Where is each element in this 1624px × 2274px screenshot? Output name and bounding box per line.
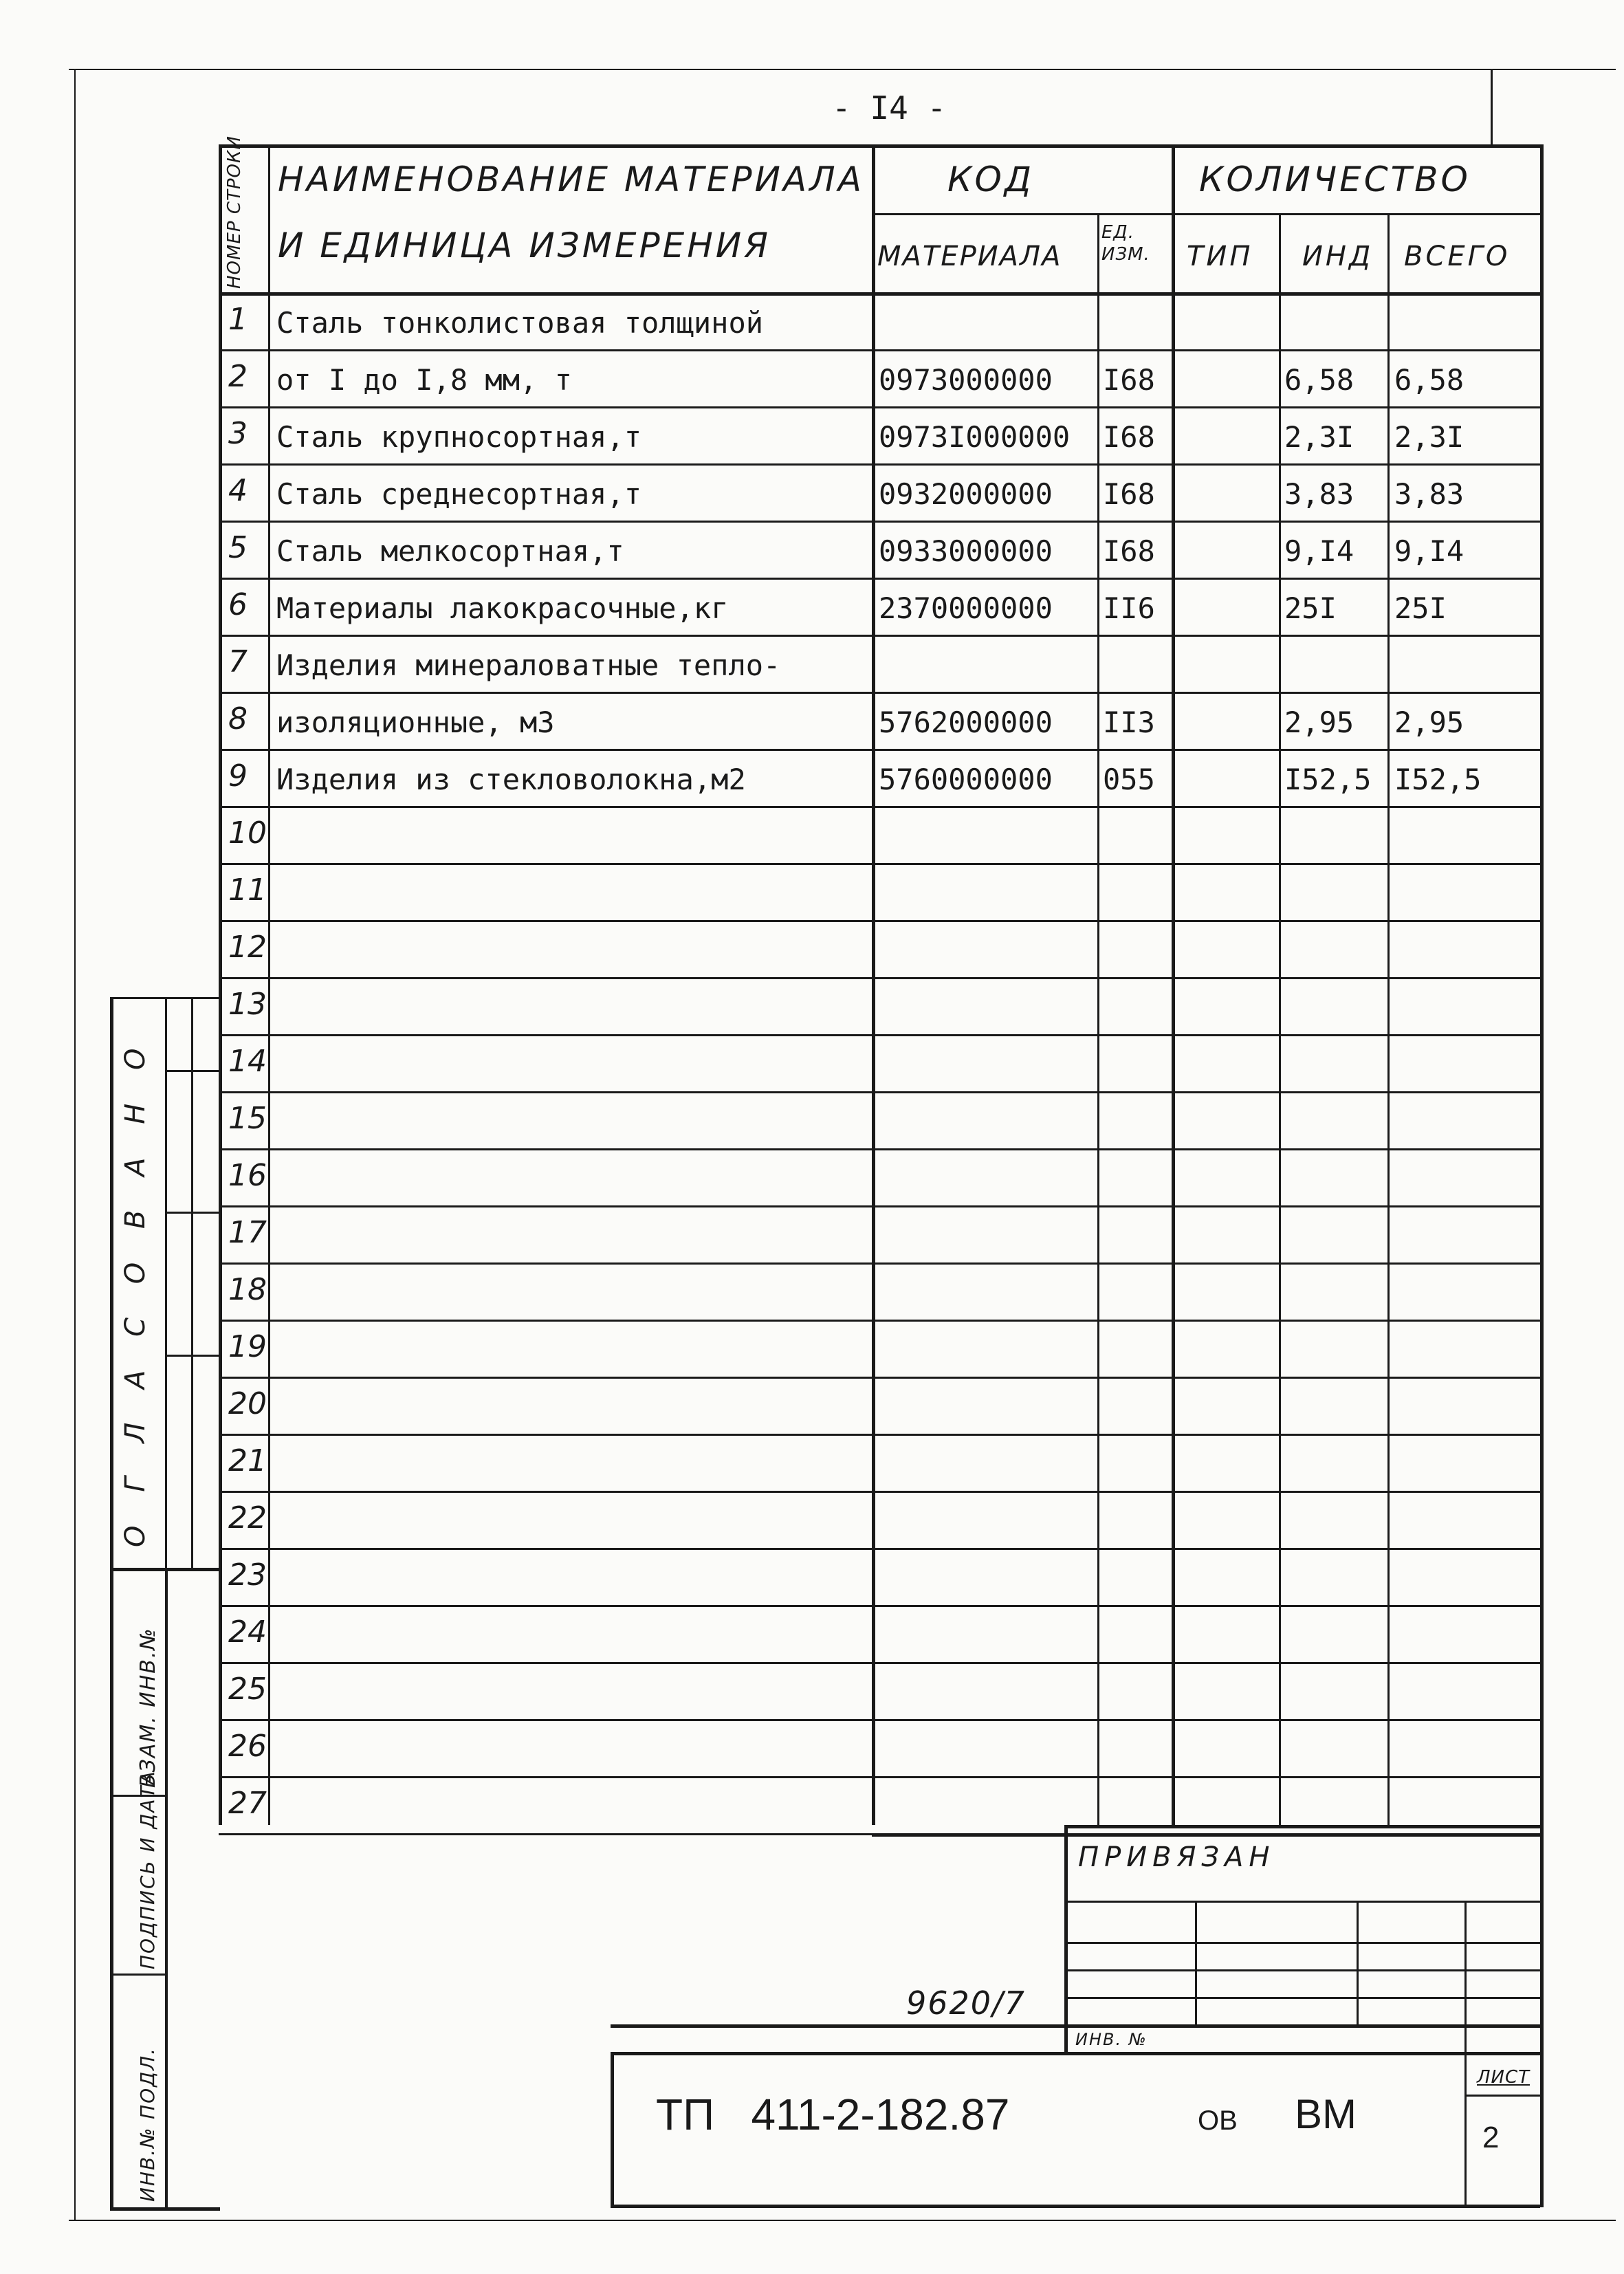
row-ind: 2,95: [1284, 706, 1354, 739]
row-code: 5762000000: [879, 706, 1053, 739]
row-line: [219, 1491, 1540, 1493]
bound-col-2: [1357, 1901, 1359, 2024]
row-total: 9,I4: [1394, 534, 1464, 568]
stamp-line-outer: [110, 997, 113, 2207]
header-name-label-1: НАИМЕНОВАНИЕ МАТЕРИАЛА: [278, 160, 864, 199]
row-name: Изделия из стекловолокна,м2: [276, 763, 746, 796]
row-line: [219, 806, 1540, 808]
row-unit: II3: [1103, 706, 1155, 739]
row-line: [219, 521, 1540, 523]
materials-table: [219, 135, 1540, 1825]
section-ov: ОВ: [1198, 2106, 1238, 2136]
row-unit: I68: [1103, 477, 1155, 511]
header-sub-line-qty: [1172, 213, 1540, 215]
row-line: [219, 635, 1540, 637]
row-code: 0933000000: [879, 534, 1053, 568]
header-code-unit-label: ЕД. ИЗМ.: [1101, 222, 1150, 265]
bound-row-3: [1064, 1969, 1540, 1971]
sheet-label: ЛИСТ: [1477, 2067, 1530, 2088]
row-line: [219, 349, 1540, 351]
row-number: 2: [228, 359, 248, 394]
row-line: [219, 1148, 1540, 1150]
header-bottom-line: [219, 292, 1540, 296]
row-code: 5760000000: [879, 763, 1053, 796]
stamp-box-bottom: [611, 2205, 1540, 2208]
page-number: - I4 -: [832, 89, 947, 127]
bound-inv-line: [611, 2024, 1540, 2028]
row-line: [219, 1262, 1540, 1265]
row-line: [219, 1377, 1540, 1379]
frame-top: [69, 69, 1616, 70]
row-number: 5: [228, 530, 248, 565]
row-ind: I52,5: [1284, 763, 1372, 796]
row-line: [219, 1548, 1540, 1550]
header-qty-ind-label: ИНД: [1302, 241, 1374, 272]
col-line-name: [872, 144, 875, 1825]
stamp-div-1: [165, 1070, 220, 1072]
stamp-bottom: [110, 2207, 220, 2211]
row-unit: I68: [1103, 363, 1155, 397]
row-number: 26: [228, 1729, 267, 1764]
sheet-number: 2: [1482, 2121, 1500, 2154]
row-line: [219, 1320, 1540, 1322]
inv-no-label: ИНВ. №: [1075, 2030, 1148, 2049]
stamp-inv-orig-label: ИНВ.№ ПОДЛ.: [136, 2046, 159, 2202]
row-line: [219, 1091, 1540, 1093]
row-number: 4: [228, 473, 248, 508]
row-number: 12: [228, 930, 267, 965]
row-name: Материалы лакокрасочные,кг: [276, 591, 729, 625]
row-number: 23: [228, 1557, 267, 1593]
row-name: Сталь мелкосортная,т: [276, 534, 624, 568]
row-number: 9: [228, 758, 248, 794]
row-number: 15: [228, 1101, 267, 1136]
stamp-agreed-label: О Г Л А С О В А Н О: [120, 1036, 151, 1547]
row-name: Сталь крупносортная,т: [276, 420, 642, 454]
row-number: 14: [228, 1044, 267, 1079]
stamp-line-inner: [191, 997, 193, 1568]
section-vm: ВМ: [1295, 2091, 1357, 2137]
project-code: ТП 411-2-182.87: [656, 2090, 1010, 2139]
row-code: 0932000000: [879, 477, 1053, 511]
col-line-num: [268, 144, 270, 1825]
header-quantity-label: КОЛИЧЕСТВО: [1199, 160, 1471, 199]
archive-number: 9620/7: [906, 1985, 1026, 2022]
table-top-line: [219, 144, 1540, 148]
sheet-label-line: [1464, 2095, 1540, 2097]
row-name: изоляционные, м3: [276, 706, 555, 739]
stamp-replace-inv-label: ВЗАМ. ИНВ.№: [136, 1627, 160, 1788]
header-name-label-2: И ЕДИНИЦА ИЗМЕРЕНИЯ: [278, 226, 771, 265]
row-ind: 6,58: [1284, 363, 1354, 397]
row-total: 2,95: [1394, 706, 1464, 739]
row-total: I52,5: [1394, 763, 1482, 796]
row-number: 6: [228, 587, 248, 622]
block-right: [1540, 1825, 1544, 2207]
row-line: [219, 920, 1540, 922]
row-number: 24: [228, 1615, 267, 1650]
row-code: 0973000000: [879, 363, 1053, 397]
frame-right-tick: [1491, 69, 1493, 144]
row-line: [219, 1776, 1540, 1778]
row-total: 3,83: [1394, 477, 1464, 511]
bound-row-1: [1064, 1901, 1540, 1903]
row-number: 13: [228, 987, 267, 1022]
bound-row-4: [1064, 1997, 1540, 1999]
row-number: 17: [228, 1215, 267, 1250]
row-line: [219, 463, 1540, 466]
row-line: [219, 749, 1540, 751]
row-line: [219, 1205, 1540, 1207]
row-line: [219, 578, 1540, 580]
row-ind: 2,3I: [1284, 420, 1354, 454]
row-unit: I68: [1103, 534, 1155, 568]
stamp-sign-date-label: ПОДПИСЬ И ДАТА: [136, 1770, 159, 1969]
row-line: [219, 977, 1540, 979]
row-name: от I до I,8 мм, т: [276, 363, 572, 397]
row-number: 11: [228, 873, 267, 908]
row-line: [219, 1719, 1540, 1721]
row-number: 22: [228, 1500, 267, 1535]
row-total: 6,58: [1394, 363, 1464, 397]
row-ind: 25I: [1284, 591, 1337, 625]
stamp-box-left: [611, 2052, 614, 2207]
row-name: Изделия минераловатные тепло-: [276, 648, 781, 682]
row-number: 1: [228, 302, 248, 337]
row-unit: 055: [1103, 763, 1155, 796]
row-number: 20: [228, 1386, 267, 1421]
row-unit: II6: [1103, 591, 1155, 625]
row-total: 25I: [1394, 591, 1447, 625]
row-line: [219, 1034, 1540, 1036]
row-number: 18: [228, 1272, 267, 1307]
row-line: [219, 1605, 1540, 1607]
header-row-number-label: НОМЕР СТРОКИ: [224, 135, 245, 289]
title-block: [219, 1825, 1540, 2207]
header-code-label: КОД: [947, 160, 1034, 199]
row-number: 27: [228, 1786, 267, 1821]
bound-left: [1064, 1825, 1068, 2052]
col-line-ind: [1387, 213, 1390, 1825]
row-line: [219, 1434, 1540, 1436]
row-name: Сталь тонколистовая толщиной: [276, 306, 764, 340]
row-line: [219, 863, 1540, 865]
frame-left: [74, 69, 76, 2221]
col-line-unit: [1172, 144, 1175, 1825]
row-number: 19: [228, 1329, 267, 1364]
bound-top: [1064, 1825, 1540, 1828]
stamp-top: [110, 997, 220, 999]
row-total: 2,3I: [1394, 420, 1464, 454]
row-line: [219, 692, 1540, 694]
row-code: 0973I000000: [879, 420, 1071, 454]
bound-col-1: [1195, 1901, 1197, 2024]
col-line-right: [1540, 144, 1544, 1825]
header-code-material-label: МАТЕРИАЛА: [877, 241, 1062, 272]
stamp-lower-right: [165, 1568, 168, 2207]
side-stamp: [110, 997, 220, 2207]
row-number: 7: [228, 644, 248, 679]
header-qty-total-label: ВСЕГО: [1404, 241, 1511, 272]
row-ind: 9,I4: [1284, 534, 1354, 568]
stamp-div-2: [165, 1212, 220, 1214]
row-code: 2370000000: [879, 591, 1053, 625]
row-number: 25: [228, 1672, 267, 1707]
row-number: 8: [228, 701, 248, 736]
row-line: [219, 406, 1540, 408]
row-number: 3: [228, 416, 248, 451]
bound-label: ПРИВЯЗАН: [1078, 1841, 1275, 1873]
col-line-code: [1097, 213, 1099, 1825]
stamp-box-top: [611, 2052, 1540, 2055]
col-line-type: [1279, 213, 1281, 1825]
row-unit: I68: [1103, 420, 1155, 454]
header-sub-line-code: [872, 213, 1172, 215]
row-line: [219, 1662, 1540, 1664]
row-number: 10: [228, 816, 267, 851]
row-ind: 3,83: [1284, 477, 1354, 511]
row-number: 16: [228, 1158, 267, 1193]
stamp-div-3: [165, 1355, 220, 1357]
header-qty-type-label: ТИП: [1187, 241, 1253, 272]
row-number: 21: [228, 1443, 267, 1478]
frame-bottom: [69, 2220, 1616, 2221]
bound-row-2: [1064, 1942, 1540, 1944]
row-name: Сталь среднесортная,т: [276, 477, 642, 511]
